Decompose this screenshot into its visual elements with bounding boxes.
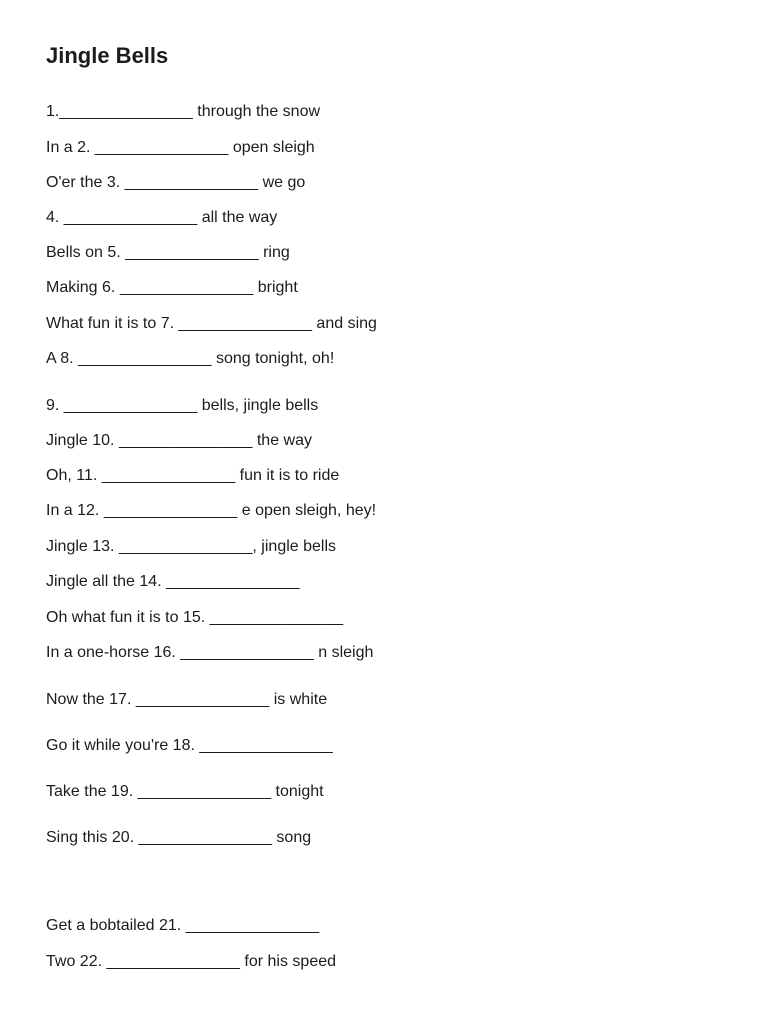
lyric-line-16: In a one-horse 16. _______________ n sleigh: [46, 644, 374, 661]
lyric-line-13: Jingle 13. _______________, jingle bells: [46, 538, 337, 555]
lyric-line-21: Get a bobtailed 21. _______________: [46, 917, 320, 934]
lyric-line-8: A 8. _______________ song tonight, oh!: [46, 350, 335, 367]
lyric-line-10: Jingle 10. _______________ the way: [46, 432, 312, 449]
page-title: Jingle Bells: [46, 43, 169, 68]
lyric-line-20: Sing this 20. _______________ song: [46, 829, 312, 846]
lyric-line-15: Oh what fun it is to 15. _______________: [46, 609, 344, 626]
lyric-line-18: Go it while you're 18. _______________: [46, 737, 333, 754]
lyric-line-2: In a 2. _______________ open sleigh: [46, 139, 315, 156]
lyric-line-11: Oh, 11. _______________ fun it is to ride: [46, 467, 340, 484]
lyric-line-9: 9. _______________ bells, jingle bells: [46, 397, 319, 414]
lyric-line-12: In a 12. _______________ e open sleigh, hey!: [46, 502, 377, 519]
lyric-line-1: 1._______________ through the snow: [46, 103, 321, 120]
lyric-line-17: Now the 17. _______________ is white: [46, 691, 328, 708]
lyric-line-4: 4. _______________ all the way: [46, 209, 278, 226]
lyric-line-6: Making 6. _______________ bright: [46, 279, 298, 296]
lyric-line-14: Jingle all the 14. _______________: [46, 573, 300, 590]
lyric-line-22: Two 22. _______________ for his speed: [46, 953, 337, 970]
lyric-line-3: O'er the 3. _______________ we go: [46, 174, 306, 191]
lyric-line-5: Bells on 5. _______________ ring: [46, 244, 290, 261]
lyric-line-7: What fun it is to 7. _______________ and sing: [46, 315, 377, 332]
lyric-line-19: Take the 19. _______________ tonight: [46, 783, 324, 800]
